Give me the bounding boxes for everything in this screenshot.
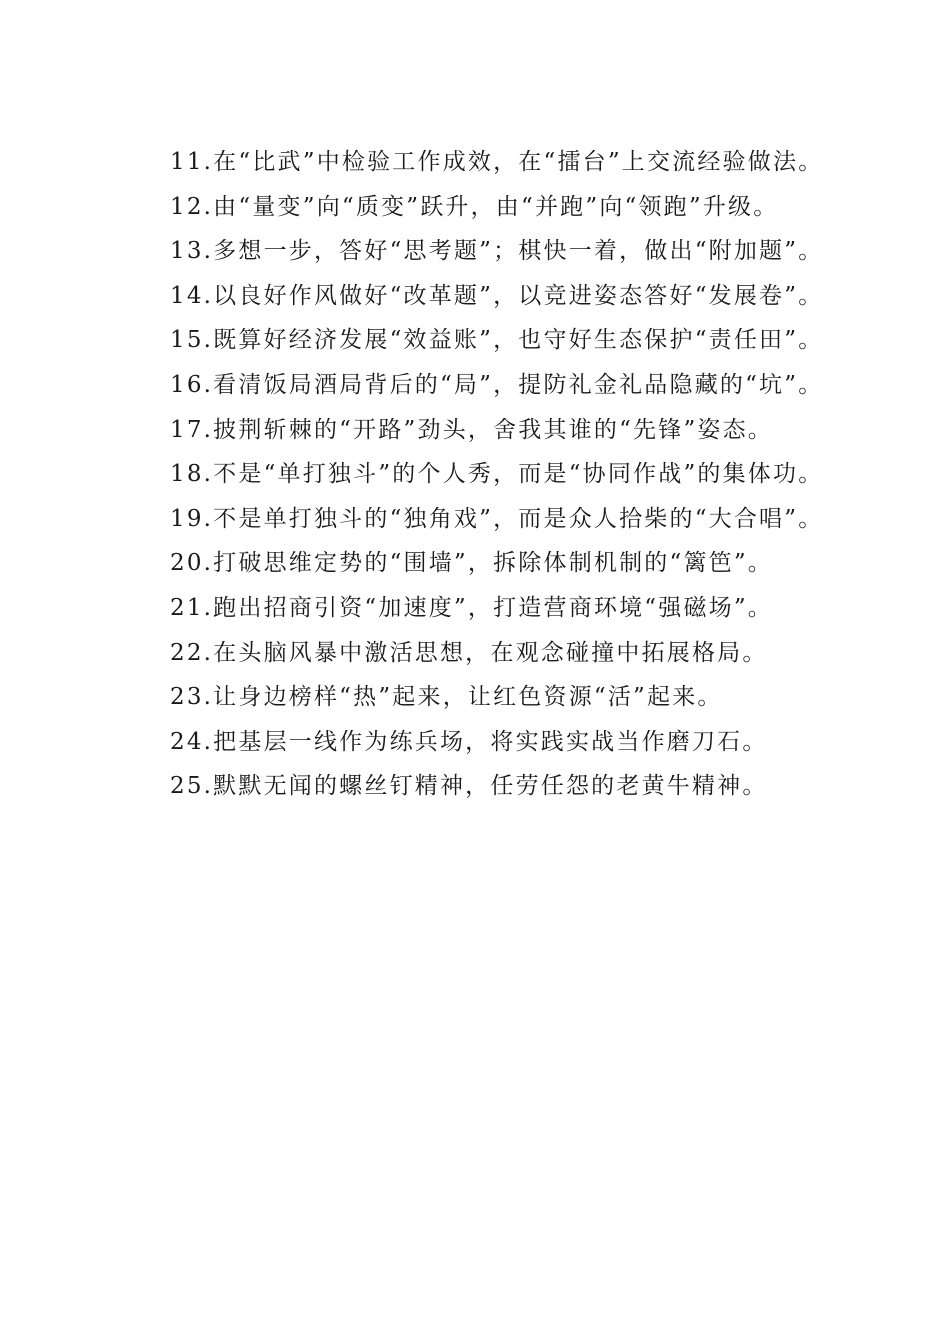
- list-item: 20.打破思维定势的“围墙”，拆除体制机制的“篱笆”。: [170, 550, 774, 577]
- list-item: 25.默默无闻的螺丝钉精神，任劳任怨的老黄牛精神。: [170, 773, 768, 800]
- list-item: 17.披荆斩棘的“开路”劲头，舍我其谁的“先锋”姿态。: [170, 416, 774, 443]
- list-item: 14.以良好作风做好“改革题”，以竞进姿态答好“发展卷”。: [170, 282, 824, 309]
- document-body: [120, 140, 824, 809]
- list-item: 21.跑出招商引资“加速度”，打造营商环境“强磁场”。: [170, 594, 774, 621]
- list-item: 22.在头脑风暴中激活思想，在观念碰撞中拓展格局。: [170, 639, 768, 666]
- list-item: 11.在“比武”中检验工作成效，在“擂台”上交流经验做法。: [170, 149, 824, 175]
- list-item: 16.看清饭局酒局背后的“局”，提防礼金礼品隐藏的“坑”。: [170, 371, 824, 398]
- list-item: 15.既算好经济发展“效益账”，也守好生态保护“责任田”。: [170, 327, 824, 354]
- list-item: 19.不是单打独斗的“独角戏”，而是众人拾柴的“大合唱”。: [170, 505, 824, 532]
- list-item: 18.不是“单打独斗”的个人秀，而是“协同作战”的集体功。: [170, 461, 824, 488]
- list-item: 13.多想一步，答好“思考题”；棋快一着，做出“附加题”。: [170, 238, 824, 265]
- list-item: 23.让身边榜样“热”起来，让红色资源“活”起来。: [170, 684, 723, 711]
- list-item: 24.把基层一线作为练兵场，将实践实战当作磨刀石。: [170, 728, 768, 755]
- list-item: 12.由“量变”向“质变”跃升，由“并跑”向“领跑”升级。: [170, 193, 779, 220]
